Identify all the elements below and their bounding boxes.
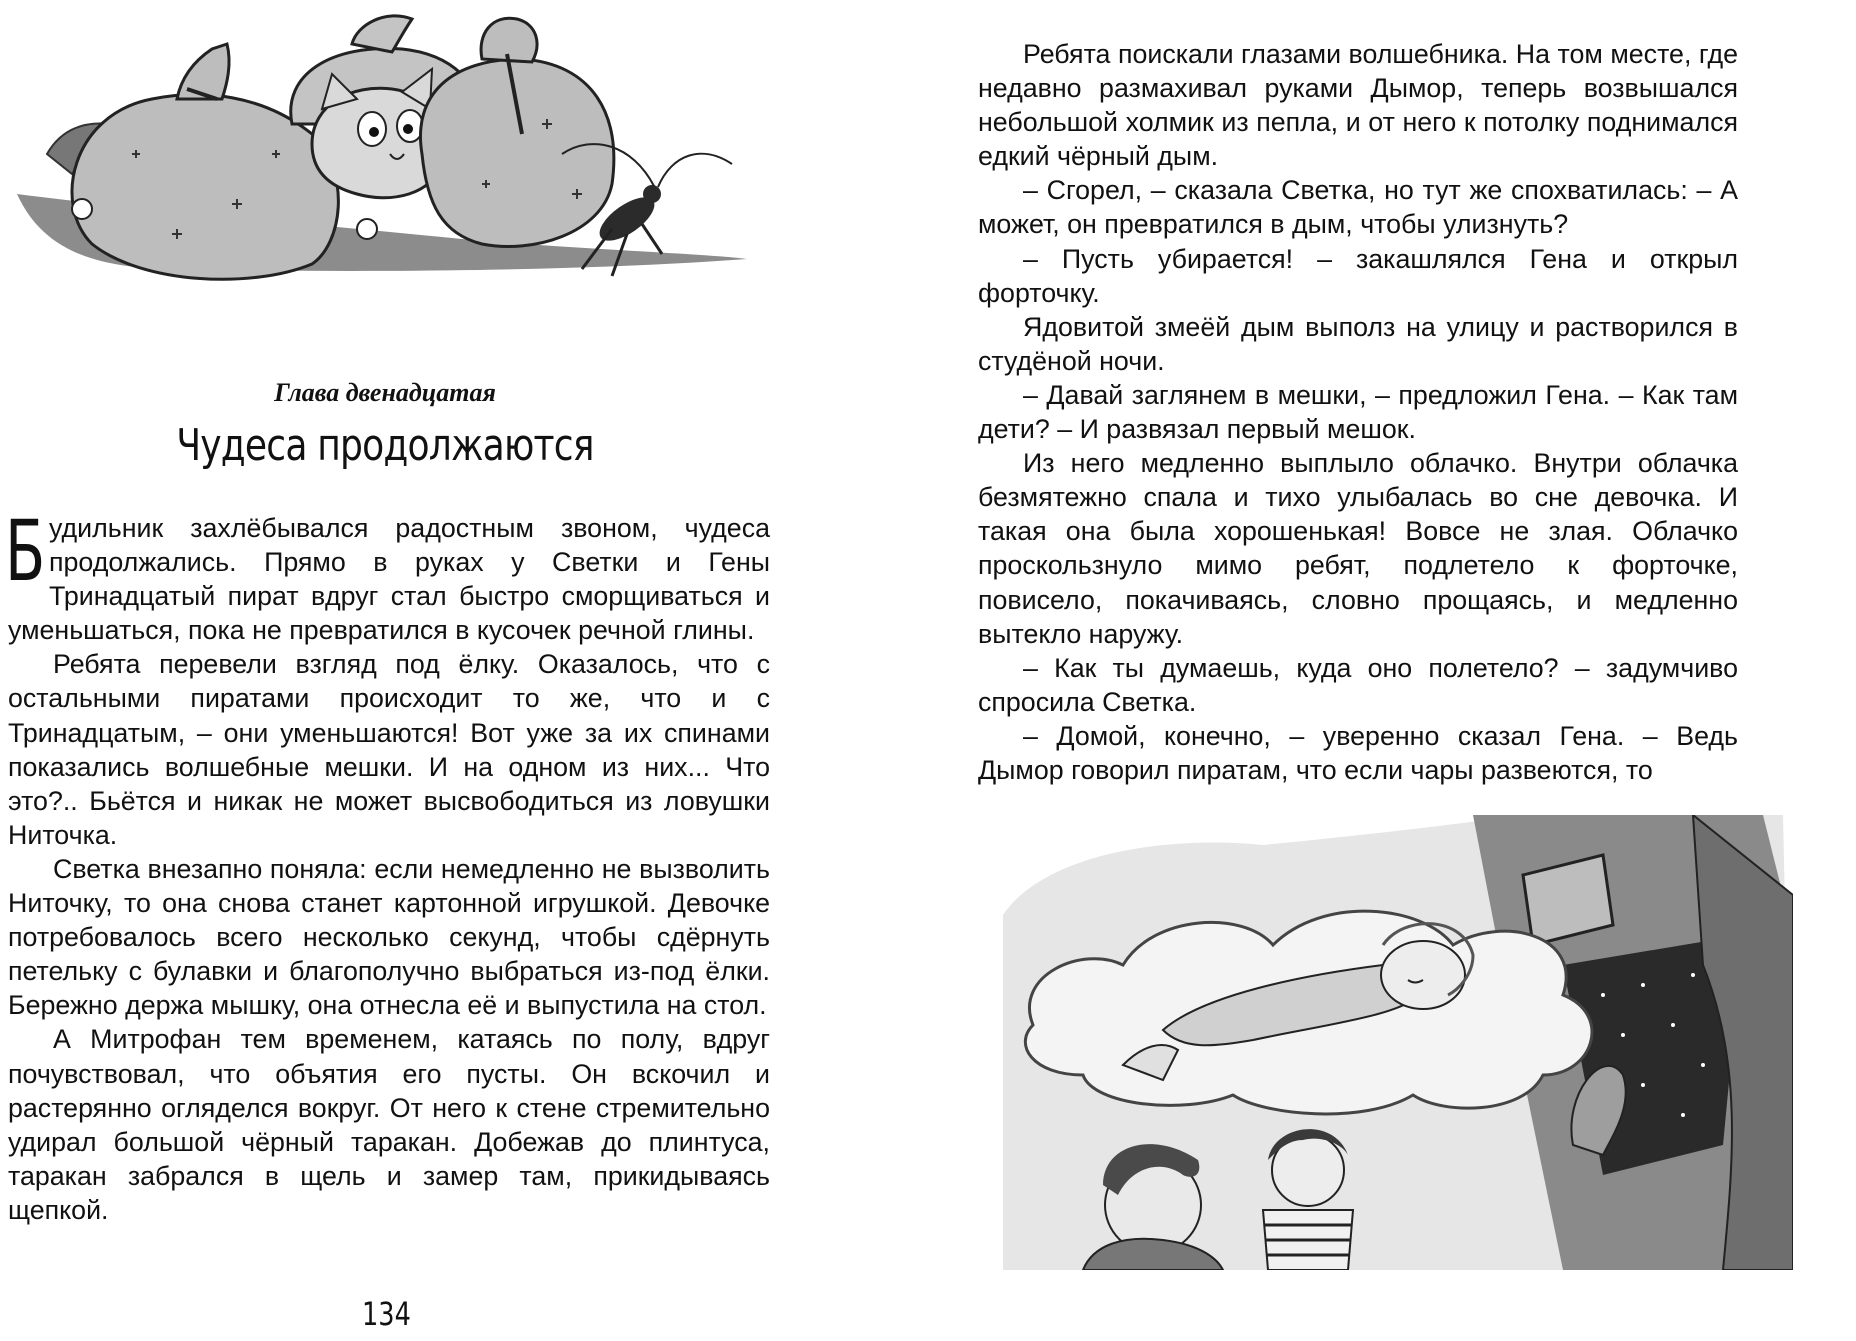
- right-text-body: [978, 37, 1738, 787]
- paragraph: Будильник захлёбывался радостным звоном, чудеса продолжались. Прямо в руках у Светки и Гены Тринадцатый пират вдруг стал быстро сморщиваться и уменьшаться, пока не превратился в кусочек речной глины.: [5, 502, 770, 646]
- paragraph: – Домой, конечно, – уверенно сказал Гена. – Ведь Дымор говорил пиратам, что если чары развеются, то: [978, 720, 1738, 785]
- left-text-body: [5, 502, 770, 1227]
- sacks-cat-cockroach-illustration: [12, 4, 772, 330]
- paragraph: Ребята поискали глазами волшебника. На том месте, где недавно размахивал руками Дымор, теперь возвышался небольшой холмик из пепла, и от него к потолку поднимался едкий чёрный дым.: [978, 39, 1738, 172]
- chapter-title: Чудеса продолжаются: [176, 420, 594, 471]
- cloud-girl-window-illustration: [1003, 815, 1793, 1270]
- paragraph: Ребята перевели взгляд под ёлку. Оказалось, что с остальными пиратами происходит то же, что и с Тринадцатым, – они уменьшаются! Вот уже за их спинами показались волшебные мешки. И на одном из них... Что это?.. Бьётся и никак не может высвободиться из ловушки Ниточка.: [8, 649, 770, 850]
- paragraph: – Как ты думаешь, куда оно полетело? – задумчиво спросила Светка.: [978, 652, 1738, 717]
- drop-cap: Б: [5, 502, 46, 600]
- cloud-illustration-svg: [1003, 815, 1793, 1270]
- sacks-illustration-svg: [12, 4, 772, 330]
- paragraph: – Сгорел, – сказала Светка, но тут же спохватилась: – А может, он превратился в дым, чтобы улизнуть?: [978, 175, 1738, 240]
- paragraph: Светка внезапно поняла: если немедленно не вызволить Ниточку, то она снова станет картонной игрушкой. Девочке потребовалось всего несколько секунд, чтобы сдёрнуть петельку с булавки и благополучно выбраться из-под ёлки. Бережно держа мышку, она отнесла её и выпустила на стол.: [8, 853, 770, 1021]
- paragraph: – Пусть убирается! – закашлялся Гена и открыл форточку.: [978, 243, 1738, 308]
- page-number: 134: [362, 1295, 411, 1333]
- paragraph: – Давай заглянем в мешки, – предложил Гена. – Как там дети? – И развязал первый мешок.: [978, 379, 1738, 445]
- chapter-label: Глава двенадцатая: [274, 378, 496, 407]
- paragraph: Ядовитой змеёй дым выполз на улицу и растворился в студёной ночи.: [978, 311, 1738, 376]
- paragraph: А Митрофан тем временем, катаясь по полу, вдруг почувствовал, что объятия его пусты. Он вскочил и растерянно огляделся вокруг. От него к стене стремительно удирал большой чёрный таракан. Добежав до плинтуса, таракан забрался в щель и замер там, прикидываясь щепкой.: [8, 1024, 770, 1225]
- paragraph: Из него медленно выплыло облачко. Внутри облачка безмятежно спала и тихо улыбалась во сне девочка. И такая она была хорошенькая! Вовсе не злая. Облачко проскользнуло мимо ребят, подлетело к форточке, повисело, покачиваясь, словно прощаясь, и медленно вытекло наружу.: [978, 448, 1738, 649]
- right-page: [928, 0, 1856, 1341]
